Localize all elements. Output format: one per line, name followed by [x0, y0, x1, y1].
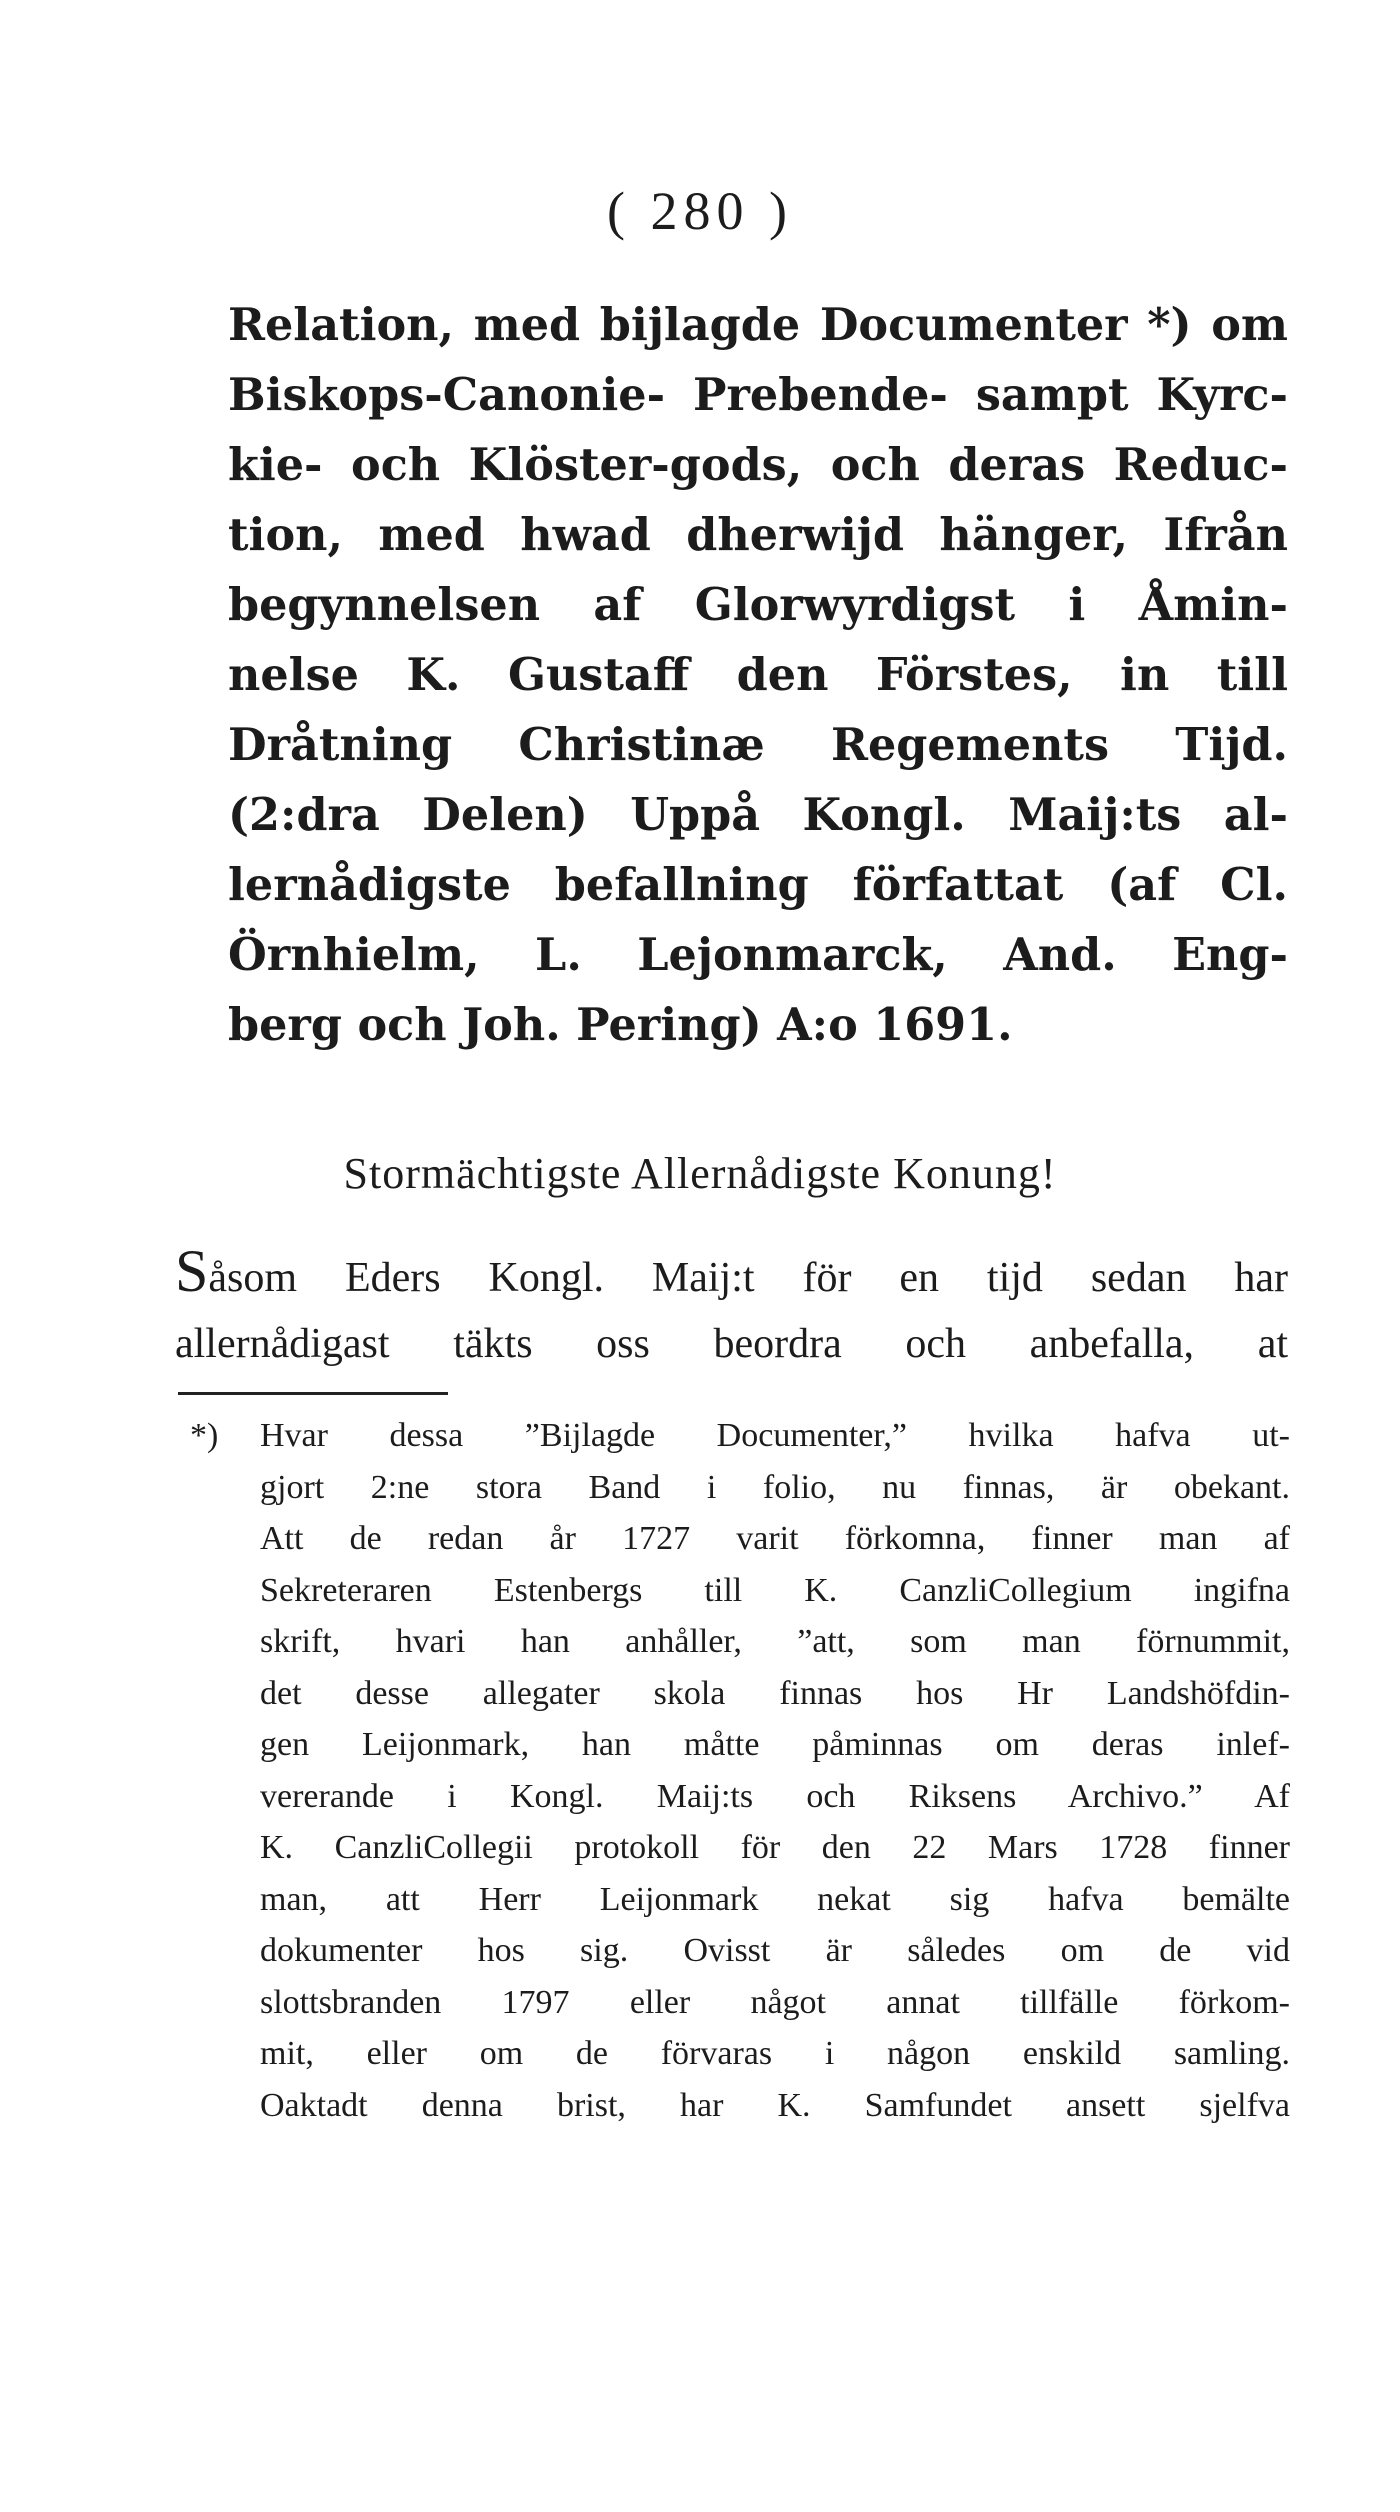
title-line: nelse K. Gustaff den Förstes, in till	[228, 649, 1288, 701]
footnote-line: vererande i Kongl. Maij:ts och Riksens Archivo.” Af	[260, 1777, 1290, 1815]
footnote-line: man, att Herr Leijonmark nekat sig hafva bemälte	[260, 1880, 1290, 1918]
document-title	[228, 290, 1288, 1060]
title-line: Dråtning Christinæ Regements Tijd.	[228, 719, 1288, 771]
body-line: allernådigast täkts oss beordra och anbefalla, at	[175, 1321, 1288, 1367]
footnote-line: gjort 2:ne stora Band i folio, nu finnas, är obekant.	[260, 1468, 1290, 1506]
title-line: lernådigste befallning författat (af Cl.	[228, 859, 1288, 911]
body-line	[175, 1238, 1288, 1311]
title-line: Biskops-Canonie- Prebende- sampt Kyrc-	[228, 369, 1288, 421]
title-line: (2:dra Delen) Uppå Kongl. Maij:ts al-	[228, 789, 1288, 841]
title-line: Relation, med bijlagde Documenter *) om	[228, 299, 1288, 351]
footnote-line: det desse allegater skola finnas hos Hr Landshöfdin-	[260, 1674, 1290, 1712]
title-line: kie- och Klöster-gods, och deras Reduc-	[228, 439, 1288, 491]
title-line: begynnelsen af Glorwyrdigst i Åmin-	[228, 579, 1288, 631]
footnote-line: Hvar dessa ”Bijlagde Documenter,” hvilka hafva ut-	[260, 1417, 1290, 1454]
footnote-line: slottsbranden 1797 eller något annat tillfälle förkom-	[260, 1983, 1290, 2021]
page-number: ( 280 )	[607, 181, 793, 241]
footnote-line: Att de redan år 1727 varit förkomna, finner man af	[260, 1520, 1290, 1557]
body-line-text: åsom Eders Kongl. Maij:t för en tijd sedan har	[208, 1255, 1288, 1301]
footnote-line: gen Leijonmark, han måtte påminnas om deras inlef-	[260, 1726, 1290, 1763]
footnote-line: Oaktadt denna brist, har K. Samfundet ansett sjelfva	[260, 2086, 1290, 2124]
footnote-marker: *)	[190, 1417, 219, 1454]
title-line: tion, med hwad dherwijd hänger, Ifrån	[228, 509, 1288, 561]
salutation: Stormächtigste Allernådigste Konung!	[343, 1149, 1057, 1198]
footnote-line: dokumenter hos sig. Ovisst är således om de vid	[260, 1932, 1290, 1969]
footnote-line: Sekreteraren Estenbergs till K. CanzliCollegium ingifna	[260, 1571, 1290, 1609]
footnote	[190, 1410, 1290, 2131]
title-line: berg och Joh. Pering) A:o 1691.	[228, 999, 1013, 1051]
title-line: Örnhielm, L. Lejonmarck, And. Eng-	[228, 929, 1288, 981]
drop-cap: S	[175, 1238, 209, 1304]
footnote-line: mit, eller om de förvaras i någon enskild samling.	[260, 2035, 1290, 2072]
footnote-divider	[178, 1392, 448, 1395]
footnote-line: K. CanzliCollegii protokoll för den 22 Mars 1728 finner	[260, 1829, 1290, 1866]
footnote-line: skrift, hvari han anhåller, ”att, som man förnummit,	[260, 1623, 1290, 1660]
body-paragraph	[175, 1238, 1288, 1377]
